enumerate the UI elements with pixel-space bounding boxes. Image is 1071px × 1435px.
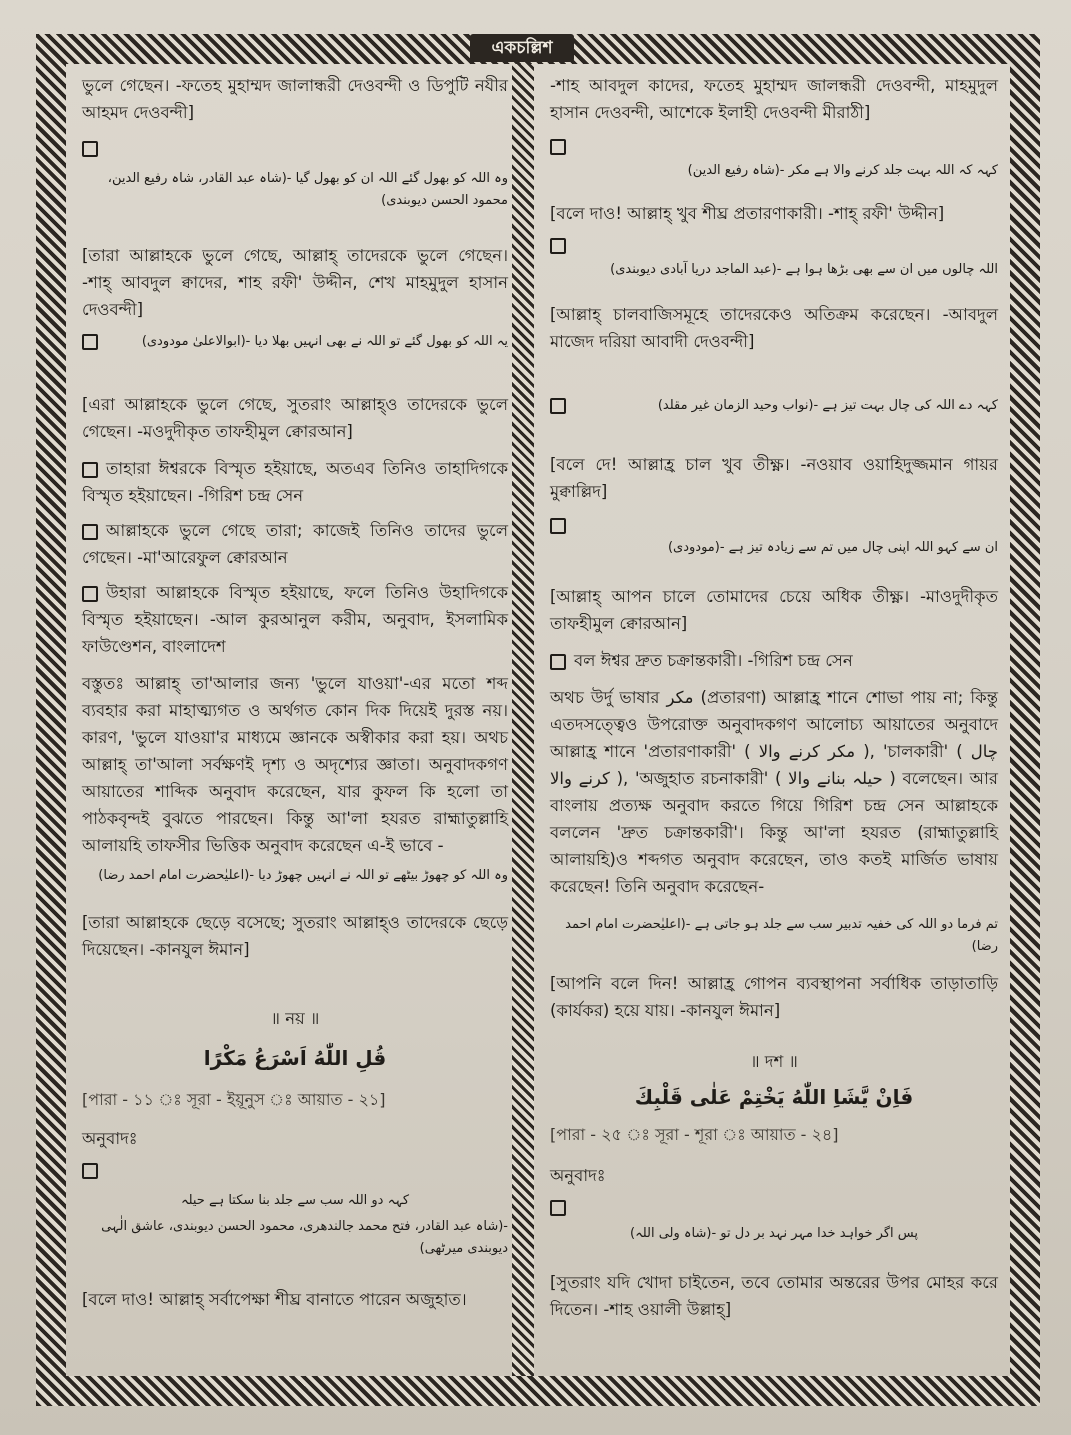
right-para-8: [আপনি বলে দিন! আল্লাহ্র গোপন ব্যবস্থাপনা সর্বাধিক তাড়াতাড়ি (কার্যকর) হয়ে যায়। -কানযুল ঈমান] [550,974,998,1020]
left-urdu-5: -(شاہ عبد القادر، فتح محمد جالندھری، محمود الحسن دیوبندی، عاشق الٰہی دیوبندی میرٹھی) [101,1219,508,1256]
right-para-1: -শাহ আবদুল কাদের, ফতেহ মুহাম্মদ জালন্ধরী দেওবন্দী, মাহমুদুল হাসান দেওবন্দী, আশেকে ইলাহী দেওবন্দী মীরাঠী] [550,76,998,122]
translation-label: অনুবাদঃ [82,1129,138,1148]
right-urdu-2: اللہ چالوں میں ان سے بھی بڑھا ہوا ہے -(عبد الماجد دریا آبادی دیوبندی) [610,262,998,277]
right-column [550,72,998,1323]
left-para-3: [এরা আল্লাহকে ভুলে গেছে, সুতরাং আল্লাহ্ও তাদেরকে ভুলে গেছেন। -মওদুদীকৃত তাফহীমুল ক্বোরআন] [82,395,508,441]
checkbox-icon [550,238,566,254]
checkbox-icon [550,518,566,534]
checkbox-icon [82,524,98,540]
right-para-9: [সুতরাং যদি খোদা চাইতেন, তবে তোমার অন্তরের উপর মোহর করে দিতেন। -শাহ ওয়ালী উল্লাহ্] [550,1273,998,1319]
right-para-6 [550,647,998,674]
left-para-9: [বলে দাও! আল্লাহ্ সর্বাপেক্ষা শীঘ্র বানাতে পারেন অজুহাত। [82,1290,467,1309]
checkbox-icon [550,654,566,670]
left-para-6 [82,579,508,660]
reference-nine: [পারা - ১১ ঃ সূরা - ইয়ূনুস ঃ আয়াত - ২১] [82,1090,386,1109]
translation-label: অনুবাদঃ [550,1166,606,1185]
left-urdu-4: کہہ دو اللہ سب سے جلد بنا سکتا ہے حیلہ [180,1193,410,1208]
left-column [82,72,508,1313]
left-para-8: [তারা আল্লাহকে ছেড়ে বসেছে; সুতরাং আল্লাহ্ও তাদেরকে ছেড়ে দিয়েছেন। -কানযুল ঈমান] [82,913,508,959]
checkbox-icon [550,139,566,155]
checkbox-icon [82,334,98,350]
right-urdu-5: تم فرما دو اللہ کی خفیہ تدبیر سب سے جلد ہو جاتی ہے -(اعلیٰحضرت امام احمد رضا) [565,917,998,954]
left-para-4 [82,455,508,509]
right-para-3: [আল্লাহ্ চালবাজিসমূহে তাদেরকেও অতিক্রম করেছেন। -আবদুল মাজেদ দরিয়া আবাদী দেওবন্দী] [550,305,998,351]
right-urdu-6: پس اگر خواہد خدا مہر نہد بر دل تو -(شاہ ولی اللہ) [630,1226,918,1241]
checkbox-icon [82,141,98,157]
left-para-5-text: আল্লাহকে ভুলে গেছে তারা; কাজেই তিনিও তাদের ভুলে গেছেন। -মা'আরেফুল ক্বোরআন [82,521,508,567]
left-para-1: ভুলে গেছেন। -ফতেহ মুহাম্মদ জালান্ধরী দেওবন্দী ও ডিপুটি নযীর আহমদ দেওবন্দী] [82,76,508,122]
ayah-ten: فَاِنْ يَّشَاِ اللّٰهُ يَخْتِمْ عَلٰى قَلْبِكَ [634,1085,914,1109]
checkbox-icon [82,462,98,478]
left-urdu-2: یہ اللہ کو بھول گئے تو اللہ نے بھی انہیں بھلا دیا -(ابوالاعلیٰ مودودی) [141,334,508,349]
right-para-2: [বলে দাও! আল্লাহ্ খুব শীঘ্র প্রতারণাকারী। -শাহ্ রফী' উদ্দীন] [550,204,945,223]
left-para-6-text: উহারা আল্লাহকে বিস্মৃত হইয়াছে, ফলে তিনিও উহাদিগকে বিস্মৃত হইয়াছেন। -আল কুরআনুল করীম, অনুবাদ, ইসলামিক ফাউণ্ডেশন, বাংলাদেশ [82,583,508,656]
checkbox-icon [82,1163,98,1179]
checkbox-icon [82,586,98,602]
right-para-5: [আল্লাহ্ আপন চালে তোমাদের চেয়ে অধিক তীক্ষ্ণ। -মাওদুদীকৃত তাফহীমুল ক্বোরআন] [550,587,998,633]
ayah-nine: قُلِ اللّٰهُ اَسْرَعُ مَكْرًا [203,1046,387,1070]
checkbox-icon [550,398,566,414]
checkbox-icon [550,1200,566,1216]
column-divider [512,64,534,1376]
right-urdu-1: کہہ کہ اللہ بہت جلد کرنے والا ہے مکر -(شاہ رفیع الدین) [687,163,998,178]
reference-ten: [পারা - ২৫ ঃ সূরা - শূরা ঃ আয়াত - ২৪] [550,1125,839,1144]
right-urdu-3: کہہ دے اللہ کی چال بہت تیز ہے -(نواب وحید الزمان غیر مقلد) [657,398,998,413]
page-number-label: একচল্লিশ [470,34,574,62]
right-para-4: [বলে দে! আল্লাহ্র চাল খুব তীক্ষ্ণ। -নওয়াব ওয়াহিদুজ্জমান গায়র মুক্বাল্লিদ] [550,455,998,501]
right-urdu-4: ان سے کہو اللہ اپنی چال میں تم سے زیادہ تیز ہے -(مودودی) [667,540,998,555]
left-para-5 [82,517,508,571]
section-ten-heading: ॥ দশ ॥ [750,1052,798,1071]
left-para-4-text: তাহারা ঈশ্বরকে বিস্মৃত হইয়াছে, অতএব তিনিও তাহাদিগকে বিস্মৃত হইয়াছেন। -গিরিশ চন্দ্র সেন [82,459,508,505]
left-urdu-1: وہ اللہ کو بھول گئے اللہ ان کو بھول گیا -(شاہ عبد القادر، شاہ رفیع الدین، محمود الحسن دیوبندی) [107,171,508,208]
section-nine-heading: ॥ নয় ॥ [270,1009,320,1028]
right-para-7: অথচ উর্দু ভাষার مکر (প্রতারণা) আল্লাহ্র শানে শোভা পায় না; কিন্তু এতদসত্ত্বেও উপরোক্ত অনুবাদকগণ আলোচ্য আয়াতের অনুবাদে আল্লাহ্র শানে 'প্রতারণাকারী' ( مکر کرنے والا ), 'চালকারী' ( چال کرنے والا ), 'অজুহাত রচনাকারী' ( حیلہ بنانے والا ) বলেছেন। আর বাংলায় প্রত্যক্ষ অনুবাদ করতে গিয়ে গিরিশ চন্দ্র সেন আল্লাহকে বললেন 'দ্রুত চক্রান্তকারী'। কিন্তু আ'লা হযরত (রাহ্মাতুল্লাহি আলায়হি)ও শব্দগত অনুবাদ করেছেন, তাও কতই মার্জিত ভাষায় করেছেন! তিনি অনুবাদ করেছেন- [550,688,998,896]
left-para-2: [তারা আল্লাহকে ভুলে গেছে, আল্লাহ্ তাদেরকে ভুলে গেছেন। -শাহ্ আবদুল ক্বাদের, শাহ রফী' উদ্দীন, শেখ মাহমুদুল হাসান দেওবন্দী] [82,246,508,319]
right-para-6-text: বল ঈশ্বর দ্রুত চক্রান্তকারী। -গিরিশ চন্দ্র সেন [574,651,853,670]
left-urdu-3: وہ اللہ کو چھوڑ بیٹھے تو اللہ نے انہیں چھوڑ دیا -(اعلیٰحضرت امام احمد رضا) [98,868,508,883]
left-para-7: বস্তুতঃ আল্লাহ্ তা'আলার জন্য 'ভুলে যাওয়া'-এর মতো শব্দ ব্যবহার করা মাহাত্ম্যগত ও অর্থগত কোন দিক দিয়েই দুরস্ত নয়। কারণ, 'ভুলে যাওয়া'র মাধ্যমে জ্ঞানকে অস্বীকার করা হয়। অথচ আল্লাহ্ তা'আলা সর্বক্ষণই দৃশ্য ও অদৃশ্যের জ্ঞাতা। অনুবাদকগণ আয়াতের শাব্দিক অনুবাদ করেছেন, যার কুফল কি হলো তা পাঠকবৃন্দই বুঝতে পারছেন। কিন্তু আ'লা হযরত রাহ্মাতুল্লাহি আলায়হি তাফসীর ভিত্তিক অনুবাদ করেছেন এ-ই ভাবে - [82,674,508,855]
